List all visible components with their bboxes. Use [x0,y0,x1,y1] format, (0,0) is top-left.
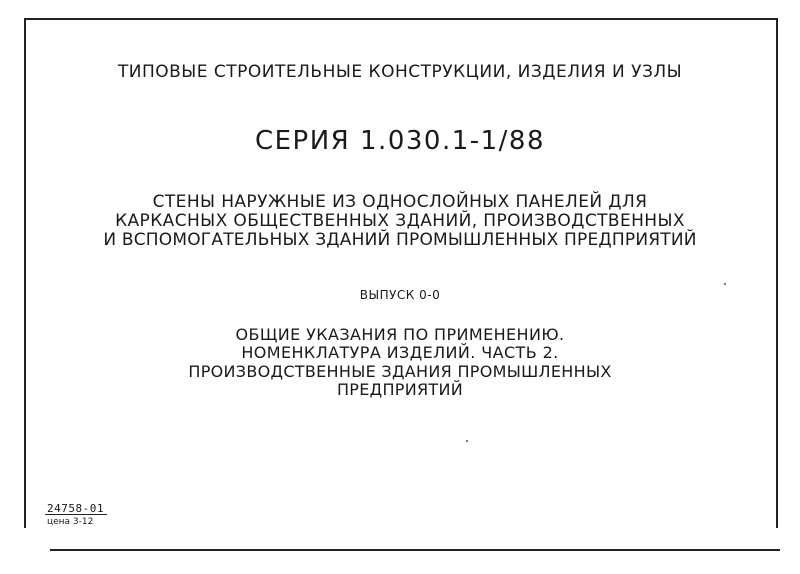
inventory-code: 24758-01 [47,502,104,515]
frame-border-right [776,18,778,528]
subtitle-line-3: ПРОИЗВОДСТВЕННЫЕ ЗДАНИЯ ПРОМЫШЛЕННЫХ [188,362,612,381]
stamp-divider [45,514,107,515]
frame-border-top [24,18,776,20]
title-line-2: КАРКАСНЫХ ОБЩЕСТВЕННЫХ ЗДАНИЙ, ПРОИЗВОДСТВЕННЫХ [115,211,685,231]
subtitle-line-1: ОБЩИЕ УКАЗАНИЯ ПО ПРИМЕНЕНИЮ. [235,325,565,344]
document-heading: ТИПОВЫЕ СТРОИТЕЛЬНЫЕ КОНСТРУКЦИИ, ИЗДЕЛИЯ И УЗЛЫ [117,62,683,82]
issue-number: ВЫПУСК 0-0 [359,288,441,302]
title-line-3: И ВСПОМОГАТЕЛЬНЫХ ЗДАНИЙ ПРОМЫШЛЕННЫХ ПРЕДПРИЯТИЙ [103,230,697,250]
frame-border-left [24,18,26,528]
title-line-1: СТЕНЫ НАРУЖНЫЕ ИЗ ОДНОСЛОЙНЫХ ПАНЕЛЕЙ ДЛЯ [152,192,648,212]
subtitle-line-4: ПРЕДПРИЯТИЙ [336,380,464,399]
price-label: цена 3-12 [47,517,94,527]
scan-speck [466,440,468,442]
frame-border-bottom [50,549,780,551]
scan-speck [724,283,726,285]
subtitle-line-2: НОМЕНКЛАТУРА ИЗДЕЛИЙ. ЧАСТЬ 2. [241,343,559,362]
series-number: СЕРИЯ 1.030.1-1/88 [254,126,546,156]
